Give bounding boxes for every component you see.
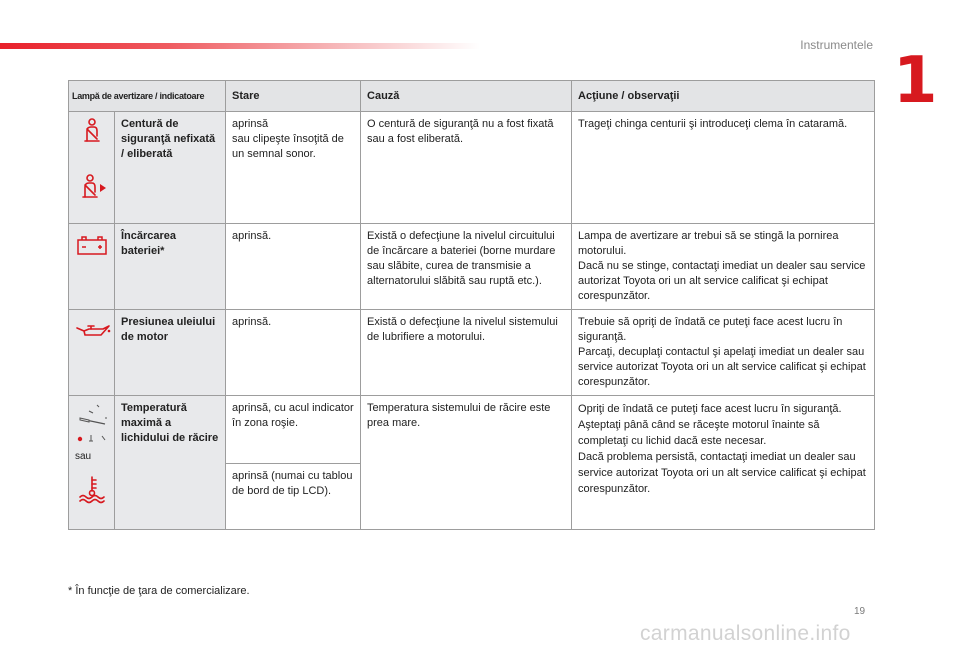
oil-can-icon [75, 322, 108, 340]
column-header-lamp: Lampă de avertizare / indicatoare [69, 81, 226, 112]
table-header-row [69, 81, 875, 112]
icon-cell [69, 396, 115, 530]
lamp-name: Încărcarea bateriei* [115, 224, 226, 310]
action-cell: Lampa de avertizare ar trebui să se stingă la pornirea motorului. Dacă nu se stinge, contactaţi imediat un dealer sau service autorizat Toyota ori un alt service calificat şi echipat corespunzător. [572, 224, 875, 310]
lamp-name: Temperatură maximă a lichidului de răcire [115, 396, 226, 530]
or-label: sau [75, 451, 92, 462]
cause-cell: Există o defecţiune la nivelul sistemului de lubrifiere a motorului. [361, 310, 572, 396]
footnote: * În funcţie de ţara de comercializare. [68, 585, 250, 597]
cause-cell: Temperatura sistemului de răcire este prea mare. [361, 396, 572, 530]
table-row [69, 310, 875, 396]
icon-cell [69, 112, 115, 224]
lamp-name: Presiunea uleiului de motor [115, 310, 226, 396]
battery-icon [75, 236, 108, 256]
action-cell: Opriţi de îndată ce puteţi face acest lucru în siguranţă. Aşteptaţi până când se răceşte motorul înainte să completaţi cu lichid dacă este necesar. Dacă problema persistă, contactaţi imediat un dealer sau service autorizat Toyota ori un alt service calificat şi echipat corespunzător. [572, 396, 875, 530]
seatbelt-flash-icon [75, 173, 108, 203]
state-cell: aprinsă. [226, 224, 361, 310]
temperature-gauge-icon [75, 401, 108, 445]
warning-lights-table [68, 80, 875, 530]
table-row [69, 396, 875, 464]
seatbelt-icon [75, 117, 108, 147]
watermark: carmanualsonline.info [640, 622, 851, 645]
state-cell: aprinsă. [226, 310, 361, 396]
column-header-state: Stare [226, 81, 361, 112]
state-cell-secondary: aprinsă (numai cu tablou de bord de tip LCD). [226, 464, 361, 530]
cause-cell: Există o defecţiune la nivelul circuitului de încărcare a bateriei (borne murdare sau slăbite, curea de transmisie a alternatorului slăbită sau ruptă etc.). [361, 224, 572, 310]
chapter-number: 1 [893, 44, 938, 118]
action-cell: Trageţi chinga centurii şi introduceţi clema în cataramă. [572, 112, 875, 224]
state-cell: aprinsă sau clipeşte însoţită de un semnal sonor. [226, 112, 361, 224]
icon-cell [69, 310, 115, 396]
table-row [69, 224, 875, 310]
section-title: Instrumentele [800, 38, 873, 52]
cause-cell: O centură de siguranţă nu a fost fixată sau a fost eliberată. [361, 112, 572, 224]
action-cell: Trebuie să opriţi de îndată ce puteţi face acest lucru în siguranţă. Parcaţi, decuplaţi contactul şi apelaţi imediat un dealer sau service autorizat Toyota ori un alt service calificat şi echipat corespunzător. [572, 310, 875, 396]
column-header-action: Acţiune / observaţii [572, 81, 875, 112]
column-header-cause: Cauză [361, 81, 572, 112]
header-accent-bar [0, 43, 480, 49]
coolant-temperature-icon [75, 474, 108, 504]
page-number: 19 [854, 606, 866, 617]
state-cell: aprinsă, cu acul indicator în zona roşie. [226, 396, 361, 464]
icon-cell [69, 224, 115, 310]
lamp-name: Centură de siguranţă nefixată / eliberată [115, 112, 226, 224]
table-row [69, 112, 875, 224]
